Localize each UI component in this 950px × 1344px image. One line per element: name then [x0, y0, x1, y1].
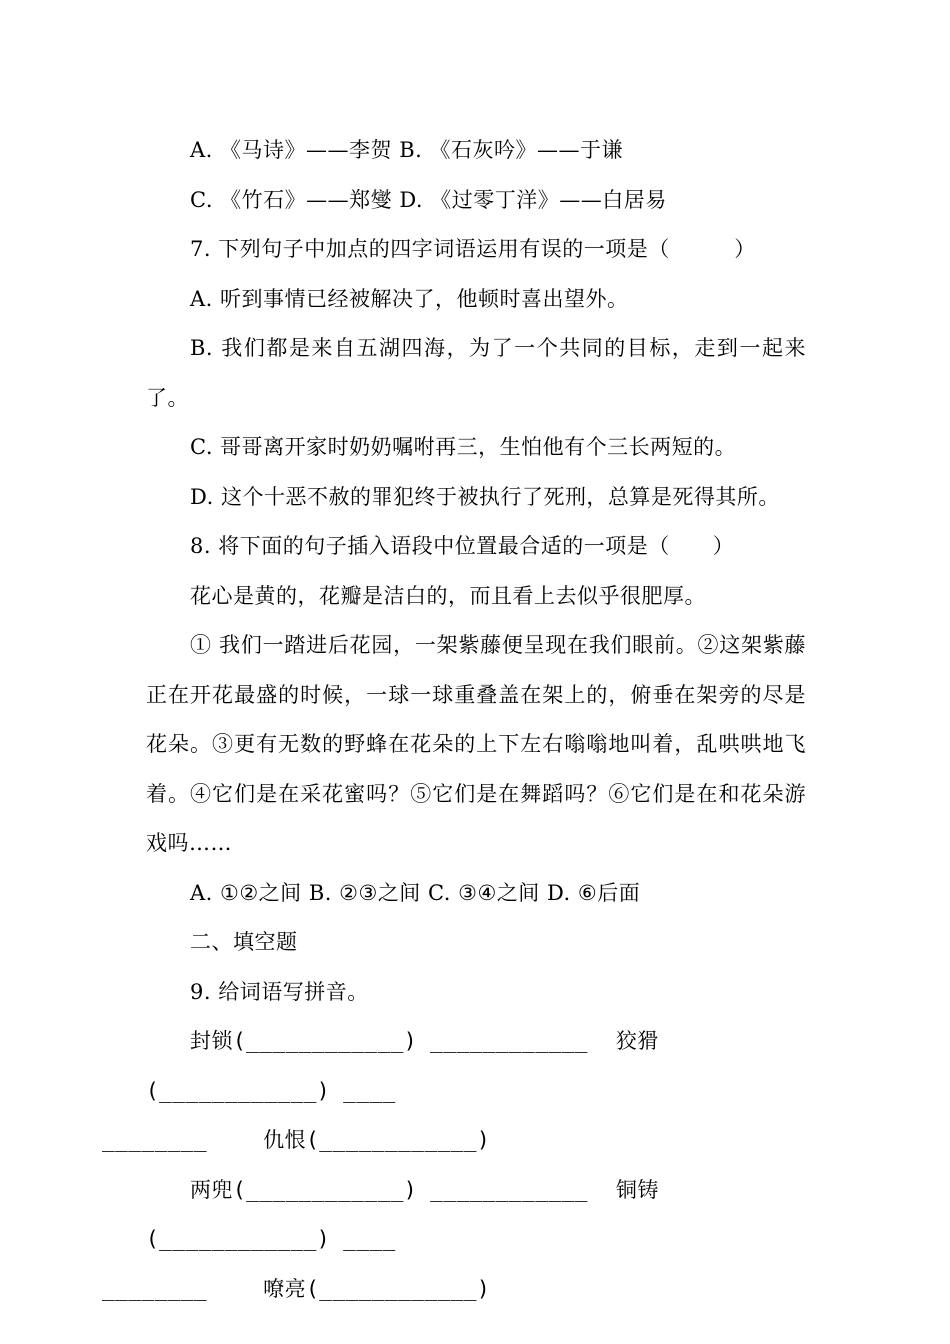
q9-underline-4: ____________ [430, 1177, 588, 1202]
q6-options-row-1: A. 《马诗》——李贺 B. 《石灰吟》——于谦 [190, 138, 623, 162]
q9-blank-5[interactable]: (____________) [146, 1227, 331, 1251]
q9-underline-2a: ____ [343, 1078, 396, 1103]
q9-blank-6[interactable]: (____________) [306, 1276, 491, 1301]
q7-option-a: A. 听到事情已经被解决了，他顿时喜出望外。 [190, 286, 629, 311]
q9-word-2: 狡猾 [615, 1029, 659, 1053]
q9-blank-4[interactable]: (____________) [233, 1177, 418, 1202]
q9-row-1 [102, 1017, 806, 1166]
q7-stem: 7. 下列句子中加点的四字词语运用有误的一项是（ ） [190, 237, 756, 261]
q9-underline-5a: ____ [343, 1227, 396, 1251]
q9-word-1: 封锁 [190, 1029, 233, 1053]
q9-underline-1: ____________ [430, 1029, 588, 1053]
q8-insert-sentence: 花心是黄的，花瓣是洁白的，而且看上去似乎很肥厚。 [190, 583, 706, 608]
q9-word-5: 铜铸 [615, 1177, 659, 1202]
q7-option-b: B. 我们都是来自五湖四海，为了一个共同的目标，走到一起来了。 [146, 336, 806, 410]
section-title-fill-in: 二、填空题 [190, 930, 298, 954]
q7-option-c: C. 哥哥离开家时奶奶嘱咐再三，生怕他有个三长两短的。 [190, 435, 737, 459]
q9-underline-5b: ________ [102, 1276, 208, 1301]
q8-options: A. ①②之间 B. ②③之间 C. ③④之间 D. ⑥后面 [190, 880, 641, 905]
q8-stem: 8. 将下面的句子插入语段中位置最合适的一项是（ ） [190, 534, 735, 558]
q7-option-d: D. 这个十恶不赦的罪犯终于被执行了死刑，总算是死得其所。 [190, 484, 780, 509]
q9-stem: 9. 给词语写拼音。 [190, 979, 369, 1004]
q9-row-2 [102, 1166, 806, 1315]
q8-passage: ① 我们一踏进后花园，一架紫藤便呈现在我们眼前。②这架紫藤正在开花最盛的时候，一球一球重叠盖在架上的，俯垂在架旁的尽是花朵。③更有无数的野蜂在花朵的上下左右嗡嗡地叫着，乱哄哄地飞着。④它们是在采花蜜吗？⑤它们是在舞蹈吗？⑥它们是在和花朵游戏吗…… [146, 633, 806, 855]
q6-options-row-2: C. 《竹石》——郑燮 D. 《过零丁洋》——白居易 [190, 187, 667, 212]
q9-word-4: 两兜 [190, 1177, 233, 1202]
q9-blank-1[interactable]: (____________) [233, 1029, 418, 1053]
q9-blank-2[interactable]: (____________) [146, 1078, 331, 1103]
q9-underline-2b: ________ [102, 1128, 208, 1152]
q9-word-6: 嘹亮 [263, 1276, 307, 1301]
document-page [102, 126, 806, 1314]
q9-blank-3[interactable]: (____________) [306, 1128, 491, 1152]
q9-word-3: 仇恨 [263, 1128, 307, 1152]
